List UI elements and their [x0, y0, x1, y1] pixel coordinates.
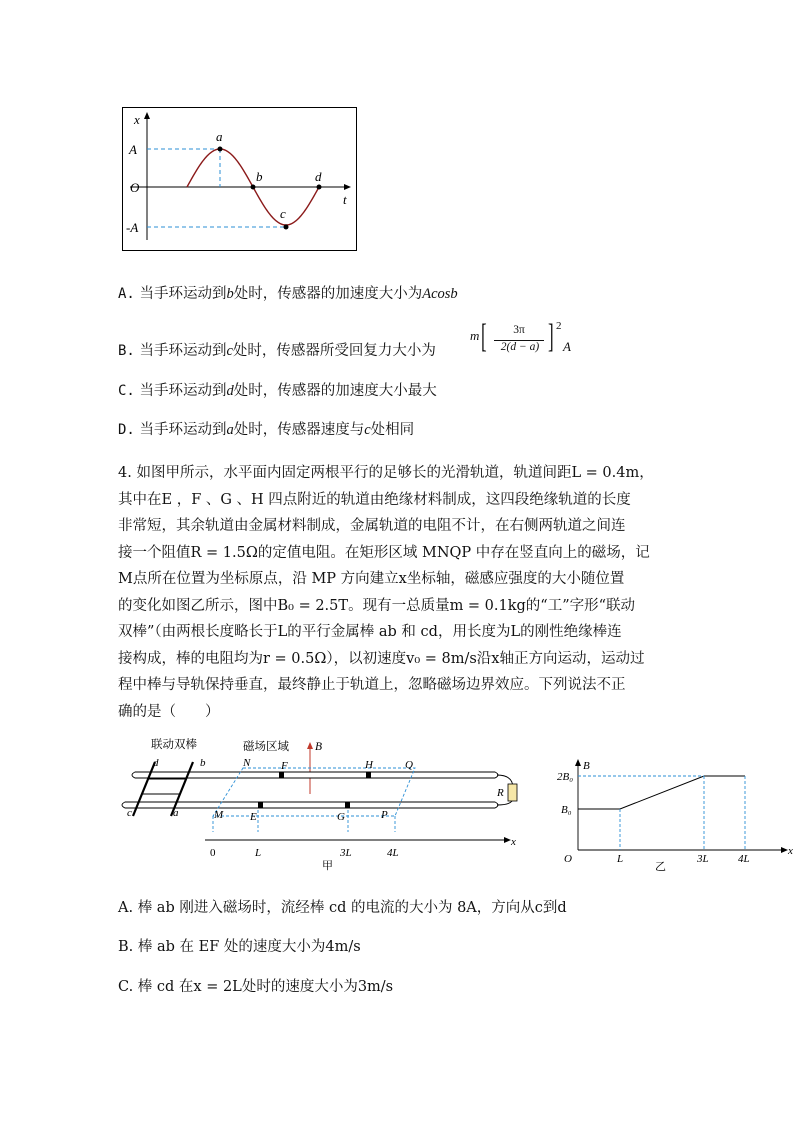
insulator-E [258, 802, 263, 808]
question-line: 4. 如图甲所示，水平面内固定两根平行的足够长的光滑轨道，轨道间距L = 0.4m， [118, 465, 654, 481]
xt-graph-figure [122, 107, 358, 252]
tick-L: L [255, 847, 262, 859]
label-P: P [381, 809, 388, 821]
insulator-G [345, 802, 350, 808]
option-text: 当手环运动到 [139, 343, 227, 359]
option-var: c [364, 422, 371, 438]
amp-neg-label: -A [126, 220, 139, 235]
label-c: c [127, 807, 132, 819]
label-Q: Q [405, 759, 413, 771]
arrow-up-icon [307, 742, 313, 749]
caption-yi: 乙 [655, 861, 666, 873]
option-prefix: D. [118, 422, 135, 438]
tick-4L: 4L [738, 853, 750, 865]
question-line: 非常短，其余轨道由金属材料制成，金属轨道的电阻不计，在右侧两轨道之间连 [118, 518, 626, 534]
option-q3-c [118, 381, 437, 401]
option-text: 当手环运动到 [139, 286, 227, 302]
option-q3-a [118, 284, 458, 304]
label-x: x [788, 845, 793, 857]
label-linked-rods: 联动双棒 [151, 739, 197, 751]
figure-yi [556, 756, 792, 872]
question-line: 接构成，棒的电阻均为r = 0.5Ω），以初速度v₀ = 8m/s沿x轴正方向运动，运动过 [118, 650, 645, 667]
figure-jia [115, 732, 535, 872]
label-B: B [315, 741, 323, 753]
option-text: 当手环运动到 [139, 383, 227, 399]
b-x-curve [578, 776, 745, 809]
option-prefix: C. [118, 383, 135, 399]
label-c: c [280, 206, 286, 221]
axis-x-label: x [134, 112, 140, 127]
point-d [317, 185, 322, 190]
label-2B0: 2B₀ [557, 771, 574, 783]
question-line: 的变化如图乙所示，图中B₀ = 2.5T。现有一总质量m = 0.1kg的“工”字形“联动 [118, 597, 636, 614]
label-H: H [365, 759, 373, 771]
question-line: 确的是（ ） [118, 703, 220, 720]
option-var: d [226, 383, 234, 399]
arrow-right-icon [504, 837, 511, 843]
point-c [284, 225, 289, 230]
option-q4-b: B. 棒 ab 在 EF 处的速度大小为4m/s [118, 939, 361, 955]
label-d: d [315, 169, 322, 184]
question-line: 接一个阻值R = 1.5Ω的定值电阻。在矩形区域 MNQP 中存在竖直向上的磁场，记 [118, 544, 650, 561]
question-line: M点所在位置为坐标原点，沿 MP 方向建立x坐标轴，磁感应强度的大小随位置 [118, 571, 625, 587]
option-text: 当手环运动到 [139, 422, 227, 438]
option-text: 处时，传感器所受回复力大小为 [232, 343, 436, 359]
label-b: b [200, 757, 206, 769]
label-field-region: 磁场区域 [243, 741, 289, 753]
tick-0: 0 [210, 847, 216, 859]
point-b [251, 185, 256, 190]
tick-3L: 3L [697, 853, 709, 865]
label-a: a [216, 129, 223, 144]
formula-m: m [470, 328, 480, 343]
label-B: B [583, 760, 590, 772]
option-expr: Acosb [422, 286, 458, 302]
tick-L: L [617, 853, 624, 865]
option-q4-c: C. 棒 cd 在x = 2L处时的速度大小为3m/s [118, 979, 394, 995]
label-B0: B₀ [561, 804, 572, 816]
arrow-up-icon [575, 759, 581, 766]
option-q3-d [118, 420, 414, 440]
amp-pos-label: A [129, 142, 137, 157]
tick-3L: 3L [340, 847, 352, 859]
question-line: 程中棒与导轨保持垂直，最终静止于轨道上，忽略磁场边界效应。下列说法不正 [118, 677, 626, 693]
option-var: b [226, 286, 234, 302]
formula-restoring-force [470, 320, 580, 364]
axis-t-label: t [343, 192, 347, 207]
right-bracket: ] [548, 318, 554, 355]
option-q4-a: A. 棒 ab 刚进入磁场时，流经棒 cd 的电流的大小为 8A，方向从c到d [118, 900, 567, 916]
insulator-H [366, 772, 371, 778]
label-E: E [250, 811, 257, 823]
option-prefix: B. [118, 343, 135, 359]
label-M: M [214, 809, 224, 821]
resistor-R [508, 784, 517, 801]
question-4-text [118, 460, 688, 725]
label-F: F [281, 760, 288, 772]
tick-4L: 4L [387, 847, 399, 859]
label-d: d [153, 757, 159, 769]
option-text: 处相同 [370, 422, 415, 438]
option-var: c [226, 343, 233, 359]
formula-numerator: 3π [513, 324, 525, 336]
label-N: N [243, 757, 251, 769]
label-G: G [337, 811, 345, 823]
option-text: 处时，传感器的加速度大小最大 [233, 383, 437, 399]
arrow-right-icon [781, 847, 788, 853]
point-a [218, 147, 223, 152]
question-line: 双棒”（由两根长度略长于L的平行金属棒 ab 和 cd，用长度为L的刚性绝缘棒连 [118, 624, 622, 640]
origin-label: O [130, 180, 140, 195]
label-O: O [564, 853, 572, 865]
option-text: 处时，传感器速度与 [233, 422, 365, 438]
option-var: a [226, 422, 234, 438]
caption-jia: 甲 [322, 860, 333, 872]
label-a: a [173, 807, 179, 819]
option-text: 处时，传感器的加速度大小为 [233, 286, 423, 302]
label-R: R [497, 787, 504, 799]
left-bracket: [ [481, 318, 487, 355]
label-x: x [511, 836, 516, 848]
formula-exponent: 2 [556, 320, 562, 332]
formula-denominator: 2(d − a) [500, 341, 540, 353]
option-q3-b [118, 341, 436, 361]
formula-amp: A [563, 339, 571, 354]
option-prefix: A. [118, 286, 135, 302]
question-line: 其中在E ，F 、G 、H 四点附近的轨道由绝缘材料制成，这四段绝缘轨道的长度 [118, 491, 631, 508]
insulator-F [279, 772, 284, 778]
label-b: b [256, 169, 263, 184]
